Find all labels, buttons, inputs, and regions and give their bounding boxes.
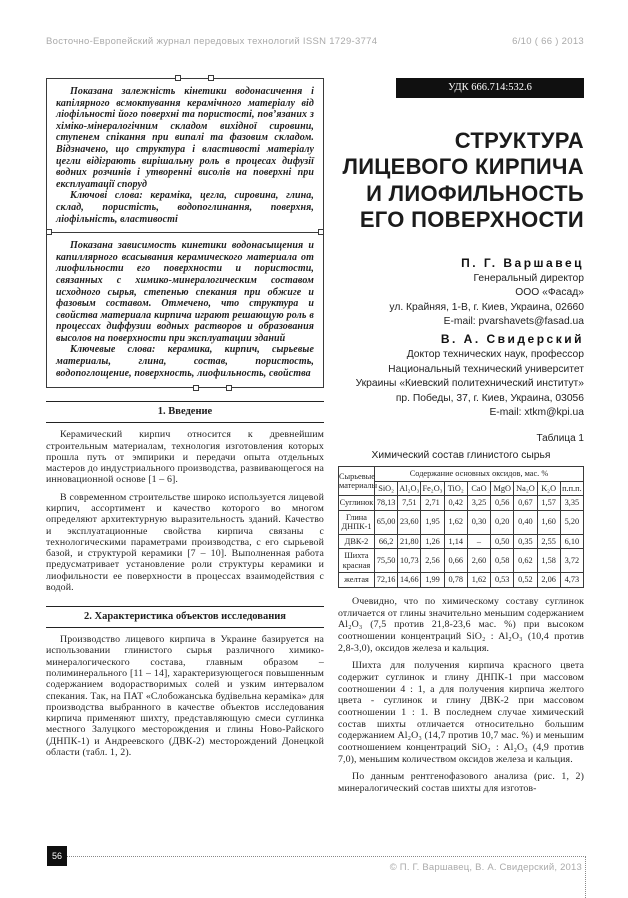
frame-handle: [46, 229, 52, 235]
cell-value: 1,14: [444, 534, 467, 549]
cell-value: 65,00: [375, 510, 398, 534]
cell-value: 3,35: [560, 496, 583, 511]
cell-value: 2,71: [421, 496, 444, 511]
abstract-ukrainian: [56, 86, 314, 225]
cell-value: 1,62: [467, 573, 490, 588]
abstract-frame: [46, 78, 324, 388]
cell-value: 6,10: [560, 534, 583, 549]
objects-paragraph: Производство лицевого кирпича в Украине базируется на использовании глинистого сырья различного химико-минералогического состава, главным образом – полиминерального [11 – 14], характеризующегося повышенным содержанием водорастворимых солей и узким интервалом спекания. Так, на ПАТ «Слобожанська будівельна кераміка» для производства выбранного в качестве объектов исследования кирпича применяют шихту, представляющую смеси суглинка местного Залуцкого месторождения и глины Ново-Райского (ДНПК-1) и Андреевского (ДВК-2) месторождений Донецкой области (табл. 1, 2).: [46, 634, 324, 758]
cell-value: 2,06: [537, 573, 560, 588]
cell-value: 0,56: [491, 496, 514, 511]
cell-value: 0,35: [514, 534, 537, 549]
cell-value: 21,80: [398, 534, 421, 549]
cell-value: 1,99: [421, 573, 444, 588]
column-header: MgO: [491, 481, 514, 496]
abstract-ru-keywords: Ключевые слова: керамика, кирпич, сырьевые материалы, глина, состав, пористость, водопоглощение, поверхность, лиофильность, свойства: [56, 344, 314, 379]
cell-value: –: [467, 534, 490, 549]
frame-handle: [318, 229, 324, 235]
author-name: В. А. Свидерский: [440, 332, 584, 346]
row-material: ДВК-2: [339, 534, 375, 549]
cell-value: 0,78: [444, 573, 467, 588]
cell-value: 0,20: [491, 510, 514, 534]
cell-value: 1,26: [421, 534, 444, 549]
cell-value: 2,56: [421, 549, 444, 573]
column-header: K₂O: [537, 481, 560, 496]
column-header: TiO₂: [444, 481, 467, 496]
cell-value: 0,66: [444, 549, 467, 573]
frame-handle: [193, 385, 199, 391]
cell-value: 3,72: [560, 549, 583, 573]
copyright-notice: © П. Г. Варшавец, В. А. Свидерский, 2013: [389, 862, 582, 873]
cell-value: 72,16: [375, 573, 398, 588]
table-row: [339, 534, 584, 549]
cell-value: 23,60: [398, 510, 421, 534]
author-detail: Генеральный директор: [473, 272, 584, 284]
footer-dotted-line: [66, 856, 586, 857]
abstract-uk-keywords: Ключові слова: кераміка, цегла, сировина, глина, склад, пористість, водопоглинання, поверхня, ліофільність, властивості: [56, 190, 314, 225]
udk-badge: УДК 666.714:532.6: [396, 78, 584, 98]
analysis-paragraph: Очевидно, что по химическому составу суглинок отличается от глины значительно меньшим содержанием Al₂O₃ (7,5 против 21,8-23,6 мас. %) при высоком соотношении концентраций SiO₂ : Al₂O₃ (10,4 против 2,8-3,0), оксидов железа и кальция.: [338, 595, 584, 654]
cell-value: 7,51: [398, 496, 421, 511]
table-row: [339, 496, 584, 511]
frame-handle: [208, 75, 214, 81]
footer-dotted-vline: [585, 856, 586, 898]
cell-value: 75,50: [375, 549, 398, 573]
journal-name: Восточно-Европейский журнал передовых технологий ISSN 1729-3774: [46, 36, 378, 47]
cell-value: 14,66: [398, 573, 421, 588]
abstract-divider: [47, 232, 323, 233]
cell-value: 1,57: [537, 496, 560, 511]
cell-value: 0,53: [491, 573, 514, 588]
right-column: [338, 78, 584, 795]
table-label: Таблица 1: [536, 433, 584, 445]
authors-block: [338, 254, 584, 421]
table-header-oxides-group: Содержание основных оксидов, мас. %: [375, 467, 584, 482]
author-detail: Украины «Киевский политехнический институт»: [355, 378, 584, 390]
author-name: П. Г. Варшавец: [461, 255, 584, 270]
column-header: Al₂O₃: [398, 481, 421, 496]
author-detail: пр. Победы, 37, г. Киев, Украина, 03056: [395, 392, 584, 404]
row-material: желтая: [339, 573, 375, 588]
chemical-composition-table: [338, 466, 584, 588]
section-heading-introduction: 1. Введение: [46, 401, 324, 423]
abstract-russian: [56, 240, 314, 379]
paper-title-line: ЛИЦЕВОГО КИРПИЧА: [342, 154, 584, 180]
cell-value: 5,20: [560, 510, 583, 534]
cell-value: 1,95: [421, 510, 444, 534]
cell-value: 0,40: [514, 510, 537, 534]
table-caption: Химический состав глинистого сырья: [371, 450, 551, 462]
cell-value: 0,42: [444, 496, 467, 511]
column-header: SiO₂: [375, 481, 398, 496]
intro-paragraph: Керамический кирпич относится к древнейшим строительным материалам, технология изготовления которых прошла путь от эмпирики и передачи опыта отдельных мастеров до индустриального производства, развивающегося на инновационной основе [1 – 6].: [46, 429, 324, 486]
cell-value: 0,67: [514, 496, 537, 511]
issue-number: 6/10 ( 66 ) 2013: [512, 36, 584, 47]
cell-value: 2,60: [467, 549, 490, 573]
page-number: 56: [47, 846, 67, 866]
left-column: [46, 78, 324, 758]
cell-value: 66,2: [375, 534, 398, 549]
paper-title-line: ЕГО ПОВЕРХНОСТИ: [359, 207, 584, 233]
row-material: Глина ДНПК-1: [339, 510, 375, 534]
author-detail: ул. Крайняя, 1-В, г. Киев, Украина, 02660: [389, 301, 584, 313]
cell-value: 1,60: [537, 510, 560, 534]
paper-title-line: СТРУКТУРА: [454, 128, 584, 153]
row-material: Суглинок: [339, 496, 375, 511]
cell-value: 0,52: [514, 573, 537, 588]
row-material: Шихта красная: [339, 549, 375, 573]
author-email: E-mail: pvarshavets@fasad.ua: [443, 316, 584, 328]
column-header: п.п.п.: [560, 481, 583, 496]
cell-value: 10,73: [398, 549, 421, 573]
table-row: [339, 549, 584, 573]
author-detail: Национальный технический университет: [388, 363, 584, 375]
author-detail: ООО «Фасад»: [515, 287, 584, 299]
analysis-paragraph: По данным рентгенофазового анализа (рис. 1, 2) минералогический состав шихты для изготов-: [338, 771, 584, 795]
paper-title-line: И ЛИОФИЛЬНОСТЬ: [366, 180, 584, 206]
author-email: E-mail: xtkm@kpi.ua: [489, 407, 584, 419]
column-header: Na₂O: [514, 481, 537, 496]
frame-handle: [175, 75, 181, 81]
cell-value: 1,62: [444, 510, 467, 534]
table-header-materials: Сырьевые материалы: [339, 467, 375, 496]
column-header: Fe₂O₃: [421, 481, 444, 496]
cell-value: 3,25: [467, 496, 490, 511]
intro-paragraph: В современном строительстве широко используется лицевой кирпич, ассортимент и качество которого во многом определяют архитектурную выразительность зданий. Качество и эксплуатационные свойства кирпича связаны с технологическими параметрами производства, с его сырьевой базой, и структурой керамики [7 – 10]. Выполненная работа предусматривает установление роли структуры керамики и лиофильности ее поверхности в процессах взаимодействия с водой.: [46, 491, 324, 593]
table-row: [339, 573, 584, 588]
author-detail: Доктор технических наук, профессор: [406, 349, 584, 360]
cell-value: 1,58: [537, 549, 560, 573]
page-header: [46, 36, 584, 47]
abstract-ru-body: Показана зависимость кинетики водонасыщения и капиллярного всасывания керамического материала от лиофильности его поверхности и пористости, связанных с химико-минералогическим составом исходного сырья, степенью спекания при обжиге и фазовым составом. Отмечено, что структура и свойства материала кирпича играют решающую роль в процессах диффузии водных растворов и образования высолов на поверхности при эксплуатации зданий: [56, 240, 314, 344]
column-header: CaO: [467, 481, 490, 496]
frame-handle: [226, 385, 232, 391]
cell-value: 0,58: [491, 549, 514, 573]
table-row: [339, 510, 584, 534]
cell-value: 0,30: [467, 510, 490, 534]
abstract-uk-body: Показана залежність кінетики водонасичення і капілярного всмоктування керамічного матеріалу від ліофільності його поверхні та пористості, пов’язаних з хіміко-мінералогічним складом вихідної сировини, ступенем спікання при випалі та фазовим складом. Відзначено, що структура і властивості матеріалу цегли відіграють вирішальну роль в процесах дифузії водних розчинів і утворенні висолів на поверхні при експлуатації споруд: [56, 86, 314, 190]
cell-value: 4,73: [560, 573, 583, 588]
paper-title: [338, 128, 584, 234]
section-heading-objects: 2. Характеристика объектов исследования: [46, 606, 324, 628]
cell-value: 78,13: [375, 496, 398, 511]
cell-value: 2,55: [537, 534, 560, 549]
cell-value: 0,50: [491, 534, 514, 549]
cell-value: 0,62: [514, 549, 537, 573]
analysis-paragraph: Шихта для получения кирпича красного цвета содержит суглинок и глину ДНПК-1 при массовом соотношении 4 : 1, а для получения кирпича желтого цвета - суглинок и глину ДВК-2 при массовом соотношении 1 : 1. В последнем случае химический состав шихты отличается относительно большим содержанием Al₂O₃ (14,7 против 10,7 мас. %) и меньшим соотношением концентраций SiO₂ : Al₂O₃ (4,9 против 7,0), меньшим количеством оксидов железа и кальция.: [338, 660, 584, 765]
